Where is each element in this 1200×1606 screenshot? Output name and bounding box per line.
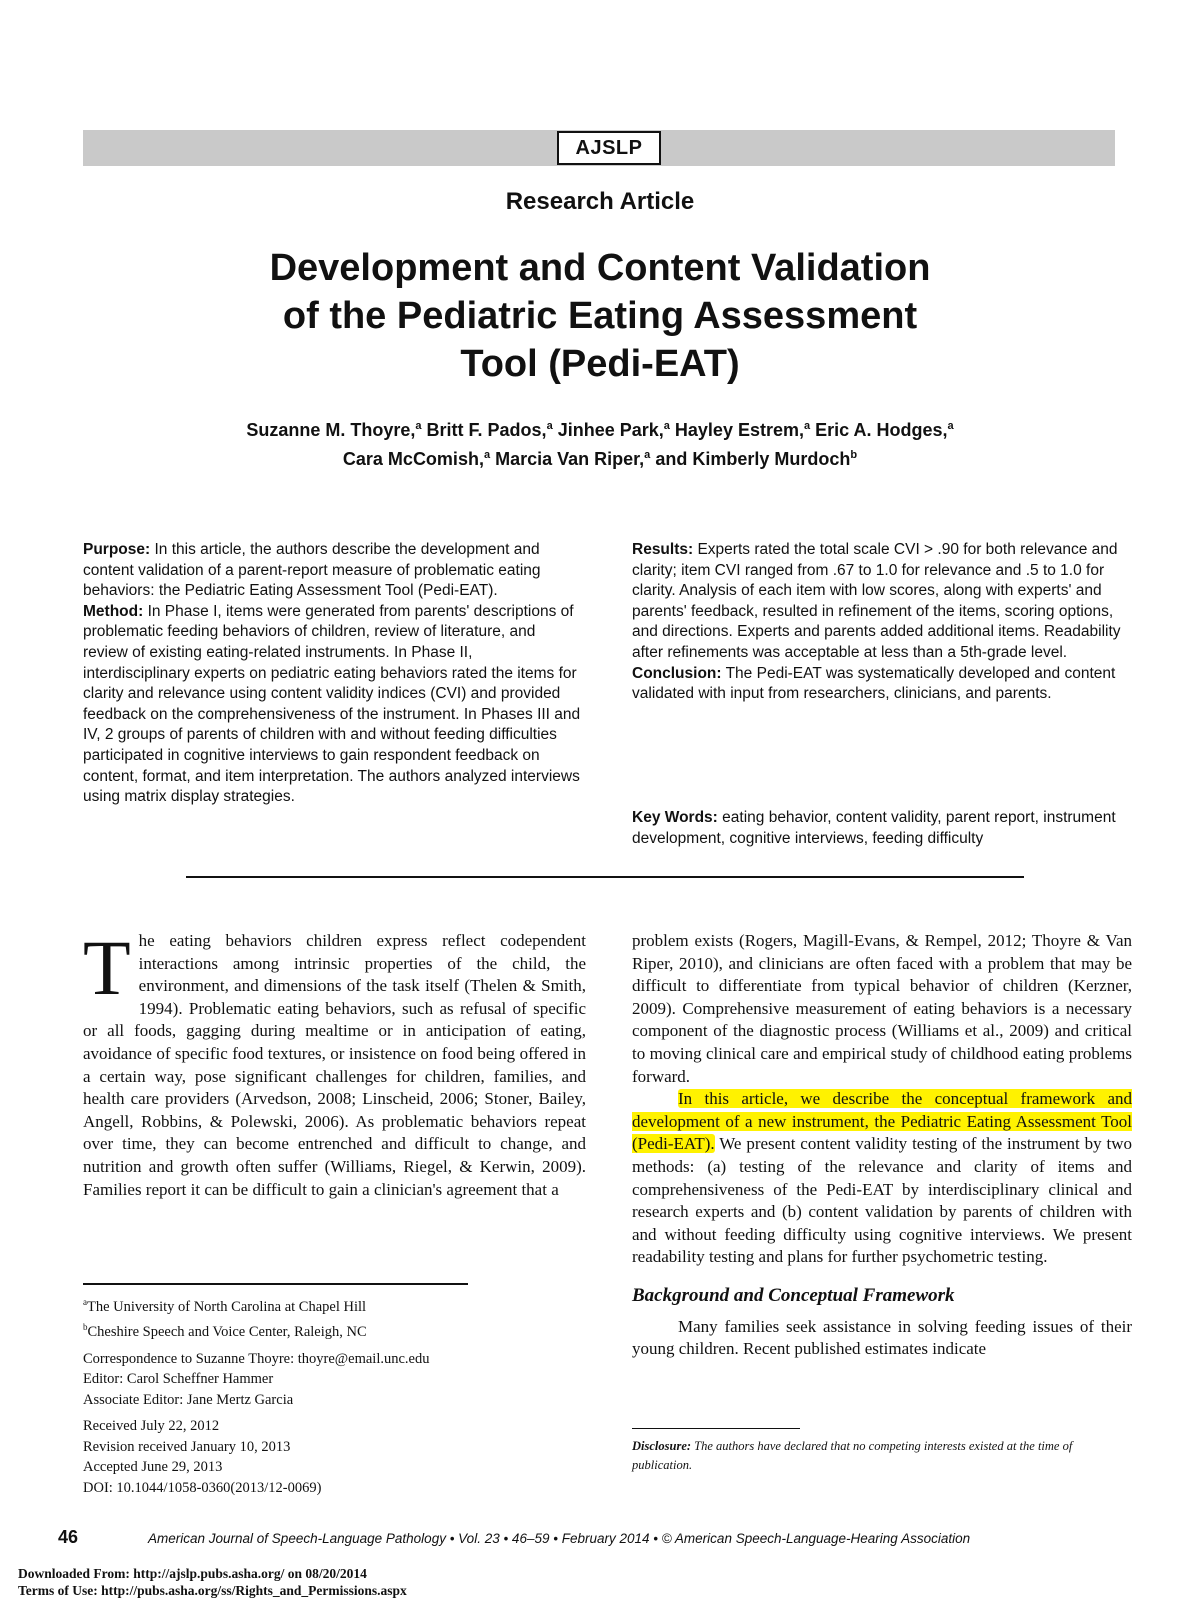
abstract-results <box>632 540 1130 664</box>
body-column-right <box>632 930 1132 1361</box>
affiliation-mark: a <box>415 420 422 432</box>
body-paragraph: Many families seek assistance in solving feeding issues of their young children. Recent published estimates indicate <box>632 1316 1132 1359</box>
title-line: of the Pediatric Eating Assessment <box>282 295 918 337</box>
author-name: Eric A. Hodges, <box>815 420 948 440</box>
affiliation-mark: b <box>83 1322 88 1333</box>
correspondence: Correspondence to Suzanne Thoyre: thoyre@email.unc.edu <box>83 1350 430 1367</box>
abstract-divider <box>186 876 1024 878</box>
conclusion-text: The Pedi-EAT was systematically developed and content validated with input from researchers, clinicians, and parents. <box>632 664 1116 703</box>
affiliation-mark: a <box>83 1297 87 1307</box>
abstract-left <box>83 540 583 808</box>
affiliation-text: The University of North Carolina at Chapel Hill <box>87 1298 367 1315</box>
article-type: Research Article <box>505 188 695 215</box>
affiliation-mark: a <box>546 420 553 432</box>
author-name: and Kimberly Murdoch <box>655 449 851 469</box>
abstract-method <box>83 602 583 808</box>
author-name: Jinhee Park, <box>557 420 664 440</box>
author-line <box>100 443 1100 472</box>
associate-editor: Associate Editor: Jane Mertz Garcia <box>83 1391 294 1408</box>
conclusion-label: Conclusion: <box>632 664 722 682</box>
body-paragraph: he eating behaviors children express reflect codependent interactions among intrinsic properties of the child, the environment, and dimensions of the task itself (Thelen & Smith, 1994). Problematic eating behaviors, such as refusal of specific or all foods, gagging during mealtime or in anticipation of eating, avoidance of specific food textures, or insistence on food being offered in a certain way, pose significant challenges for children, families, and health care providers (Arvedson, 2008; Linscheid, 2006; Stoner, Bailey, Angell, Robbins, & Polewski, 2006). As problematic behaviors repeat over time, they can become entrenched and difficult to change, and nutrition and growth often suffer (Williams, Riegel, & Kerwin, 2009). Families report it can be difficult to gain a clinician's agreement that a <box>83 931 586 1199</box>
affiliation-mark: a <box>644 449 651 461</box>
journal-tag: AJSLP <box>557 131 661 165</box>
affiliation-mark: a <box>663 420 670 432</box>
affiliation-mark: b <box>850 449 858 461</box>
author-name: Cara McComish, <box>342 449 484 469</box>
terms-line: Terms of Use: http://pubs.asha.org/ss/Rights_and_Permissions.aspx <box>18 1583 407 1598</box>
affiliation-mark: a <box>803 420 811 432</box>
purpose-text: In this article, the authors describe the development and content validation of a parent-report measure of problematic eating behaviors: the Pediatric Eating Assessment Tool (Pedi-EAT). <box>83 541 541 600</box>
section-heading: Background and Conceptual Framework <box>632 1284 955 1306</box>
download-notice <box>18 1565 407 1599</box>
author-name: Suzanne M. Thoyre, <box>246 420 416 440</box>
disclosure <box>632 1437 1122 1475</box>
body-paragraph: problem exists (Rogers, Magill-Evans, & Rempel, 2012; Thoyre & Van Riper, 2010), and clinicians are often faced with a problem that may be difficult to differentiate from typical behavior of children (Kerzner, 2009). Comprehensive measurement of eating behaviors is a necessary component of the diagnostic process (Williams et al., 2009) and critical to moving clinical care and empirical study of childhood eating problems forward. <box>632 931 1132 1086</box>
download-line: Downloaded From: http://ajslp.pubs.asha.org/ on 08/20/2014 <box>18 1566 367 1581</box>
title-line: Tool (Pedi-EAT) <box>460 343 740 385</box>
results-text: Experts rated the total scale CVI > .90 for both relevance and clarity; item CVI ranged from .67 to 1.0 for relevance and .5 to 1.0 for clarity. Analysis of each item with low scores, along with experts' and parents' feedback, resulted in refinement of the items, scoring options, and directions. Experts and parents added additional items. Readability after refinements was acceptable at less than a 5th-grade level. <box>632 541 1121 661</box>
footnotes <box>83 1292 563 1498</box>
doi: DOI: 10.1044/1058-0360(2013/12-0069) <box>83 1479 322 1496</box>
affiliation-b <box>83 1317 563 1342</box>
revision-date: Revision received January 10, 2013 <box>83 1438 291 1455</box>
paragraph-continuation: We present content validity testing of the instrument by two methods: (a) testing of the relevance and clarity of items and comprehensiveness of the Pedi-EAT by interdisciplinary clinical and research experts and (b) content validation by parents of children with and without feeding difficulty using cognitive interviews. We present readability testing and plans for further psychometric testing. <box>632 1134 1132 1267</box>
title-line: Development and Content Validation <box>269 247 931 289</box>
abstract-conclusion <box>632 664 1130 705</box>
method-label: Method: <box>83 602 144 620</box>
abstract-purpose <box>83 540 583 602</box>
author-line <box>100 414 1100 443</box>
affiliation-mark: a <box>947 420 954 432</box>
keywords <box>632 808 1130 849</box>
affiliation-mark: a <box>483 449 491 461</box>
drop-cap: T <box>83 924 131 1011</box>
article-title <box>150 244 1050 388</box>
author-name: Hayley Estrem, <box>674 420 804 440</box>
body-paragraph <box>632 1088 1132 1269</box>
disclosure-label: Disclosure: <box>632 1439 692 1453</box>
method-text: In Phase I, items were generated from parents' descriptions of problematic feeding behaviors of children, review of literature, and review of existing eating-related instruments. In Phase II, interdisciplinary experts on pediatric eating behaviors rated the items for clarity and relevance using content validity indices (CVI) and provided feedback on the comprehensiveness of the instrument. In Phases III and IV, 2 groups of parents of children with and without feeding difficulties participated in cognitive interviews to gain respondent feedback on content, format, and item interpretation. The authors analyzed interviews using matrix display strategies. <box>83 602 581 806</box>
disclosure-text: The authors have declared that no competing interests existed at the time of publication. <box>632 1439 1073 1472</box>
disclosure-rule <box>632 1428 800 1429</box>
keywords-text: eating behavior, content validity, parent report, instrument development, cognitive interviews, feeding difficulty <box>632 809 1116 847</box>
editor: Editor: Carol Scheffner Hammer <box>83 1371 274 1388</box>
received-date: Received July 22, 2012 <box>83 1418 220 1435</box>
abstract-right <box>632 540 1130 705</box>
running-footer: American Journal of Speech-Language Pathology • Vol. 23 • 46–59 • February 2014 • © American Speech-Language-Hearing Association <box>148 1531 971 1546</box>
footnote-rule <box>83 1283 468 1285</box>
author-name: Britt F. Pados, <box>426 420 547 440</box>
affiliation-text: Cheshire Speech and Voice Center, Raleigh, NC <box>87 1324 367 1341</box>
highlighted-sentence: In this article, we describe the conceptual framework and development of a new instrument, the Pediatric Eating Assessment Tool (Pedi-EAT). <box>632 1089 1132 1154</box>
author-list <box>100 414 1100 472</box>
page-number: 46 <box>58 1527 79 1547</box>
author-name: Marcia Van Riper, <box>495 449 645 469</box>
body-column-left <box>83 924 586 1201</box>
affiliation-a <box>83 1292 563 1317</box>
purpose-label: Purpose: <box>83 541 151 558</box>
keywords-label: Key Words: <box>632 809 718 826</box>
results-label: Results: <box>632 541 694 558</box>
accepted-date: Accepted June 29, 2013 <box>83 1459 223 1476</box>
